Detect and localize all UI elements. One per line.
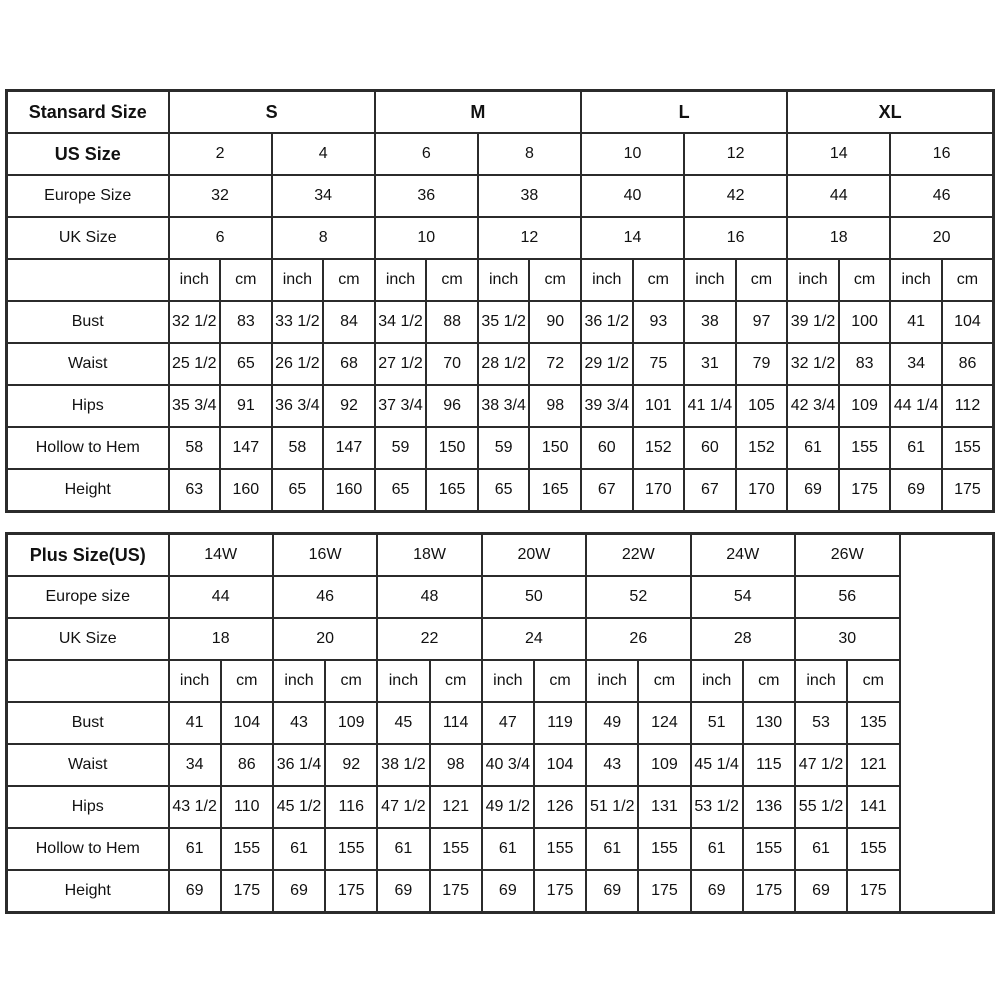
measure-value: 96: [426, 385, 478, 427]
measure-value: 65: [220, 343, 272, 385]
size-value: 16: [890, 133, 993, 175]
measure-value: 69: [586, 870, 638, 913]
size-value: 16: [684, 217, 787, 259]
measure-value: 61: [586, 828, 638, 870]
measure-value: 83: [220, 301, 272, 343]
unit-header-cm: cm: [220, 259, 272, 301]
measure-value: 110: [221, 786, 273, 828]
size-value: 42: [684, 175, 787, 217]
unit-header-cm: cm: [426, 259, 478, 301]
unit-header-inch: inch: [273, 660, 325, 702]
measure-value: 175: [847, 870, 899, 913]
measure-value: 43: [586, 744, 638, 786]
measure-value: 60: [581, 427, 633, 469]
unit-header-inch: inch: [795, 660, 847, 702]
size-row-label: Europe Size: [7, 175, 169, 217]
measure-value: 147: [220, 427, 272, 469]
measure-value: 119: [534, 702, 586, 744]
measure-value: 155: [743, 828, 795, 870]
measure-value: 121: [847, 744, 899, 786]
size-value: 2: [169, 133, 272, 175]
measure-row-label: Bust: [7, 702, 169, 744]
measure-value: 109: [638, 744, 690, 786]
measurement-row: [7, 870, 994, 913]
measure-value: 38 1/2: [377, 744, 429, 786]
measure-value: 155: [839, 427, 891, 469]
size-value: 12: [684, 133, 787, 175]
measure-value: 92: [323, 385, 375, 427]
unit-header-inch: inch: [169, 660, 221, 702]
measure-value: 59: [478, 427, 530, 469]
measure-value: 33 1/2: [272, 301, 324, 343]
size-conversion-row: [7, 175, 994, 217]
plus-size-title: Plus Size(US): [7, 534, 169, 577]
measure-value: 53: [795, 702, 847, 744]
size-value: 46: [273, 576, 377, 618]
measure-value: 155: [638, 828, 690, 870]
size-value: 22: [377, 618, 481, 660]
size-value: 50: [482, 576, 586, 618]
plus-header-row: [7, 534, 994, 577]
measure-value: 93: [633, 301, 685, 343]
measure-value: 25 1/2: [169, 343, 221, 385]
measure-value: 175: [942, 469, 994, 512]
measure-value: 155: [325, 828, 377, 870]
measure-value: 61: [890, 427, 942, 469]
measure-value: 75: [633, 343, 685, 385]
unit-header-inch: inch: [586, 660, 638, 702]
measure-value: 121: [430, 786, 482, 828]
unit-header-cm: cm: [743, 660, 795, 702]
measure-value: 61: [691, 828, 743, 870]
measure-value: 67: [684, 469, 736, 512]
size-value: 56: [795, 576, 900, 618]
measure-value: 61: [169, 828, 221, 870]
measure-value: 109: [325, 702, 377, 744]
measure-value: 97: [736, 301, 788, 343]
size-conversion-row: [7, 133, 994, 175]
measure-value: 175: [534, 870, 586, 913]
size-row-label: UK Size: [7, 217, 169, 259]
measure-row-label: Hips: [7, 786, 169, 828]
size-value: 12: [478, 217, 581, 259]
size-value: 28: [691, 618, 795, 660]
standard-header-row: [7, 91, 994, 134]
plus-size-header-22w: 22W: [586, 534, 690, 577]
measure-value: 69: [169, 870, 221, 913]
measure-value: 53 1/2: [691, 786, 743, 828]
size-value: 30: [795, 618, 900, 660]
unit-header-row: [7, 259, 994, 301]
size-conversion-row: [7, 576, 994, 618]
measure-value: 160: [323, 469, 375, 512]
measure-value: 175: [839, 469, 891, 512]
measure-value: 105: [736, 385, 788, 427]
size-conversion-row: [7, 618, 994, 660]
measure-value: 69: [890, 469, 942, 512]
measure-value: 83: [839, 343, 891, 385]
size-row-label: UK Size: [7, 618, 169, 660]
standard-size-tbody: [7, 91, 994, 512]
measure-value: 45 1/2: [273, 786, 325, 828]
measure-value: 170: [736, 469, 788, 512]
measure-value: 60: [684, 427, 736, 469]
measure-value: 69: [691, 870, 743, 913]
unit-header-inch: inch: [691, 660, 743, 702]
measure-value: 175: [743, 870, 795, 913]
measure-value: 27 1/2: [375, 343, 427, 385]
measure-value: 29 1/2: [581, 343, 633, 385]
unit-header-row: [7, 660, 994, 702]
size-value: 34: [272, 175, 375, 217]
size-value: 20: [273, 618, 377, 660]
measure-row-label: Hollow to Hem: [7, 828, 169, 870]
measure-value: 84: [323, 301, 375, 343]
measure-value: 47: [482, 702, 534, 744]
measure-value: 34: [890, 343, 942, 385]
measure-value: 35 1/2: [478, 301, 530, 343]
measure-row-label: Hips: [7, 385, 169, 427]
plus-size-header-16w: 16W: [273, 534, 377, 577]
measure-value: 86: [221, 744, 273, 786]
measure-value: 43 1/2: [169, 786, 221, 828]
size-value: 40: [581, 175, 684, 217]
measure-value: 152: [736, 427, 788, 469]
size-value: 4: [272, 133, 375, 175]
measurement-row: [7, 343, 994, 385]
measure-value: 69: [273, 870, 325, 913]
measure-value: 124: [638, 702, 690, 744]
measure-row-label: Waist: [7, 744, 169, 786]
measure-value: 101: [633, 385, 685, 427]
size-value: 32: [169, 175, 272, 217]
measure-value: 36 1/4: [273, 744, 325, 786]
measure-value: 61: [787, 427, 839, 469]
measure-value: 61: [482, 828, 534, 870]
measure-value: 98: [430, 744, 482, 786]
measure-value: 69: [482, 870, 534, 913]
measure-value: 88: [426, 301, 478, 343]
measure-value: 65: [272, 469, 324, 512]
measure-value: 32 1/2: [169, 301, 221, 343]
measure-value: 43: [273, 702, 325, 744]
measure-value: 79: [736, 343, 788, 385]
measure-value: 31: [684, 343, 736, 385]
unit-header-cm: cm: [736, 259, 788, 301]
measure-row-label: Bust: [7, 301, 169, 343]
size-group-header-xl: XL: [787, 91, 993, 134]
measure-value: 42 3/4: [787, 385, 839, 427]
measure-value: 135: [847, 702, 899, 744]
measure-value: 104: [534, 744, 586, 786]
measure-value: 41: [169, 702, 221, 744]
measure-value: 63: [169, 469, 221, 512]
measure-value: 104: [221, 702, 273, 744]
measure-value: 59: [375, 427, 427, 469]
measure-value: 36 1/2: [581, 301, 633, 343]
measure-value: 126: [534, 786, 586, 828]
measurement-row: [7, 702, 994, 744]
measure-value: 155: [847, 828, 899, 870]
measure-value: 67: [581, 469, 633, 512]
measure-row-label: Hollow to Hem: [7, 427, 169, 469]
plus-size-header-20w: 20W: [482, 534, 586, 577]
size-value: 44: [169, 576, 273, 618]
size-value: 18: [169, 618, 273, 660]
measure-value: 86: [942, 343, 994, 385]
measure-value: 61: [273, 828, 325, 870]
plus-size-table: [5, 532, 995, 914]
measure-value: 40 3/4: [482, 744, 534, 786]
unit-header-cm: cm: [221, 660, 273, 702]
measure-value: 35 3/4: [169, 385, 221, 427]
size-value: 18: [787, 217, 890, 259]
size-value: 54: [691, 576, 795, 618]
measurement-row: [7, 469, 994, 512]
measurement-row: [7, 385, 994, 427]
size-group-header-l: L: [581, 91, 787, 134]
measure-value: 36 3/4: [272, 385, 324, 427]
unit-row-empty-label: [7, 660, 169, 702]
measure-value: 58: [169, 427, 221, 469]
measure-value: 34 1/2: [375, 301, 427, 343]
measure-value: 165: [426, 469, 478, 512]
measure-value: 175: [430, 870, 482, 913]
measure-value: 92: [325, 744, 377, 786]
measure-value: 38 3/4: [478, 385, 530, 427]
unit-header-inch: inch: [890, 259, 942, 301]
measure-value: 90: [529, 301, 581, 343]
size-value: 10: [375, 217, 478, 259]
measure-value: 100: [839, 301, 891, 343]
unit-header-cm: cm: [529, 259, 581, 301]
measure-value: 175: [221, 870, 273, 913]
measure-value: 39 3/4: [581, 385, 633, 427]
measure-value: 155: [534, 828, 586, 870]
measure-value: 155: [221, 828, 273, 870]
measure-value: 112: [942, 385, 994, 427]
measure-value: 39 1/2: [787, 301, 839, 343]
measure-value: 26 1/2: [272, 343, 324, 385]
size-value: 14: [787, 133, 890, 175]
size-value: 8: [478, 133, 581, 175]
unit-row-empty-label: [7, 259, 169, 301]
measure-value: 34: [169, 744, 221, 786]
size-value: 52: [586, 576, 690, 618]
measure-row-label: Waist: [7, 343, 169, 385]
measurement-row: [7, 744, 994, 786]
plus-size-header-24w: 24W: [691, 534, 795, 577]
measure-value: 49 1/2: [482, 786, 534, 828]
measure-row-label: Height: [7, 870, 169, 913]
standard-size-table: [5, 89, 995, 513]
plus-size-tbody: [7, 534, 994, 913]
size-value: 14: [581, 217, 684, 259]
unit-header-inch: inch: [169, 259, 221, 301]
measure-value: 91: [220, 385, 272, 427]
measure-value: 65: [478, 469, 530, 512]
plus-size-header-18w: 18W: [377, 534, 481, 577]
size-group-header-s: S: [169, 91, 375, 134]
measure-value: 47 1/2: [795, 744, 847, 786]
measure-value: 130: [743, 702, 795, 744]
unit-header-cm: cm: [323, 259, 375, 301]
size-value: 26: [586, 618, 690, 660]
plus-size-header-26w: 26W: [795, 534, 900, 577]
measurement-row: [7, 427, 994, 469]
plus-size-header-14w: 14W: [169, 534, 273, 577]
measure-value: 51: [691, 702, 743, 744]
unit-header-inch: inch: [478, 259, 530, 301]
unit-header-cm: cm: [325, 660, 377, 702]
size-value: 46: [890, 175, 993, 217]
measure-value: 114: [430, 702, 482, 744]
measure-value: 61: [795, 828, 847, 870]
measure-value: 45 1/4: [691, 744, 743, 786]
unit-header-cm: cm: [633, 259, 685, 301]
measure-value: 155: [942, 427, 994, 469]
measure-value: 116: [325, 786, 377, 828]
size-value: 38: [478, 175, 581, 217]
measure-value: 69: [787, 469, 839, 512]
size-value: 6: [169, 217, 272, 259]
size-value: 8: [272, 217, 375, 259]
measure-value: 155: [430, 828, 482, 870]
unit-header-inch: inch: [375, 259, 427, 301]
measure-value: 47 1/2: [377, 786, 429, 828]
measure-value: 70: [426, 343, 478, 385]
size-value: 6: [375, 133, 478, 175]
unit-header-inch: inch: [787, 259, 839, 301]
measure-value: 68: [323, 343, 375, 385]
size-value: 44: [787, 175, 890, 217]
unit-header-inch: inch: [272, 259, 324, 301]
size-row-label: US Size: [7, 133, 169, 175]
size-value: 20: [890, 217, 993, 259]
unit-header-cm: cm: [430, 660, 482, 702]
measure-value: 32 1/2: [787, 343, 839, 385]
size-value: 36: [375, 175, 478, 217]
unit-header-cm: cm: [942, 259, 994, 301]
unit-header-inch: inch: [581, 259, 633, 301]
measure-value: 175: [638, 870, 690, 913]
size-value: 48: [377, 576, 481, 618]
measure-value: 55 1/2: [795, 786, 847, 828]
measure-value: 141: [847, 786, 899, 828]
measure-value: 150: [529, 427, 581, 469]
plus-empty-right-cell: [900, 534, 994, 913]
measure-value: 152: [633, 427, 685, 469]
size-conversion-row: [7, 217, 994, 259]
measure-value: 45: [377, 702, 429, 744]
measure-value: 41 1/4: [684, 385, 736, 427]
measure-value: 109: [839, 385, 891, 427]
measure-value: 104: [942, 301, 994, 343]
measure-value: 131: [638, 786, 690, 828]
measure-value: 49: [586, 702, 638, 744]
measure-value: 147: [323, 427, 375, 469]
measurement-row: [7, 828, 994, 870]
measure-value: 160: [220, 469, 272, 512]
size-value: 10: [581, 133, 684, 175]
measurement-row: [7, 301, 994, 343]
measure-value: 72: [529, 343, 581, 385]
measure-value: 37 3/4: [375, 385, 427, 427]
unit-header-cm: cm: [638, 660, 690, 702]
size-value: 24: [482, 618, 586, 660]
measure-value: 98: [529, 385, 581, 427]
size-row-label: Europe size: [7, 576, 169, 618]
measure-value: 58: [272, 427, 324, 469]
unit-header-inch: inch: [482, 660, 534, 702]
measure-value: 115: [743, 744, 795, 786]
measure-value: 170: [633, 469, 685, 512]
measure-value: 51 1/2: [586, 786, 638, 828]
measure-value: 44 1/4: [890, 385, 942, 427]
measure-value: 136: [743, 786, 795, 828]
unit-header-cm: cm: [847, 660, 899, 702]
measure-value: 41: [890, 301, 942, 343]
measure-value: 175: [325, 870, 377, 913]
measure-value: 69: [795, 870, 847, 913]
measure-value: 28 1/2: [478, 343, 530, 385]
size-group-header-m: M: [375, 91, 581, 134]
measurement-row: [7, 786, 994, 828]
measure-value: 38: [684, 301, 736, 343]
unit-header-cm: cm: [839, 259, 891, 301]
standard-size-title: Stansard Size: [7, 91, 169, 134]
measure-value: 61: [377, 828, 429, 870]
measure-value: 69: [377, 870, 429, 913]
measure-value: 150: [426, 427, 478, 469]
unit-header-cm: cm: [534, 660, 586, 702]
unit-header-inch: inch: [684, 259, 736, 301]
unit-header-inch: inch: [377, 660, 429, 702]
measure-value: 165: [529, 469, 581, 512]
measure-value: 65: [375, 469, 427, 512]
measure-row-label: Height: [7, 469, 169, 512]
